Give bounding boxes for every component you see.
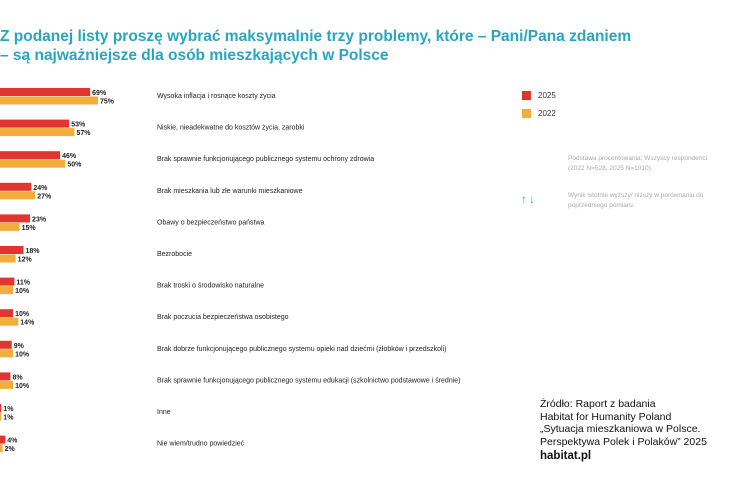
data-label-2025-3: 46% — [62, 153, 77, 161]
bar-2022-12 — [0, 444, 3, 452]
source-line-1: Źródło: Raport z badania — [540, 398, 656, 410]
legend — [522, 86, 556, 122]
source-line-2: Habitat for Humanity Poland — [540, 410, 672, 423]
category-group-7 — [0, 278, 264, 296]
category-group-1 — [0, 88, 276, 106]
category-group-3 — [0, 151, 374, 169]
bar-2025-11 — [0, 404, 1, 412]
data-label-2022-8: 14% — [20, 319, 35, 327]
significance-arrows-icon: ↑↓ — [521, 192, 537, 206]
category-label-1: Wysoka inflacja i rosnące koszty życia — [157, 93, 276, 100]
data-label-2022-6: 12% — [17, 256, 32, 264]
bar-2022-6 — [0, 255, 16, 263]
category-label-11: Inne — [157, 409, 171, 416]
bar-2022-8 — [0, 318, 18, 326]
data-label-2025-1: 69% — [92, 90, 107, 97]
data-label-2025-2: 53% — [71, 121, 86, 129]
data-label-2025-6: 18% — [25, 248, 40, 255]
source-line-4: Perspektywa Polek i Polaków” 2025 — [540, 435, 707, 448]
bar-2022-9 — [0, 349, 13, 357]
category-label-6: Bezrobocie — [157, 251, 193, 258]
bar-2025-9 — [0, 341, 12, 349]
bar-2022-11 — [0, 413, 1, 421]
category-label-12: Nie wiem/trudno powiedzieć — [157, 440, 245, 448]
data-label-2022-1: 75% — [100, 98, 115, 106]
category-group-11 — [0, 404, 171, 422]
data-label-2022-4: 27% — [37, 193, 52, 201]
bar-2022-2 — [0, 128, 74, 136]
bar-2025-2 — [0, 120, 69, 128]
data-label-2025-4: 24% — [33, 184, 48, 192]
data-label-2022-11: 1% — [3, 414, 14, 422]
category-group-10 — [0, 372, 461, 390]
legend-item-2025 — [522, 86, 556, 104]
bar-2025-10 — [0, 372, 10, 380]
bar-2022-1 — [0, 97, 98, 105]
data-label-2025-12: 4% — [7, 437, 18, 445]
source-block — [540, 398, 730, 463]
legend-label-2022: 2022 — [538, 108, 556, 118]
source-line-3: „Sytuacja mieszkaniowa w Polsce. — [540, 423, 701, 435]
category-group-5 — [0, 214, 264, 232]
category-label-3: Brak sprawnie funkcjonującego publicznego systemu ochrony zdrowia — [157, 156, 375, 164]
legend-swatch-2025 — [522, 91, 531, 100]
source-website: habitat.pl — [540, 450, 592, 462]
bar-2025-5 — [0, 214, 30, 222]
data-label-2022-12: 2% — [4, 446, 15, 454]
data-label-2025-11: 1% — [3, 406, 14, 413]
data-label-2025-8: 10% — [15, 311, 30, 319]
category-label-5: Obawy o bezpieczeństwo państwa — [157, 219, 265, 227]
bar-2022-3 — [0, 160, 65, 168]
category-group-6 — [0, 246, 192, 264]
category-group-2 — [0, 120, 305, 138]
category-label-4: Brak mieszkania lub złe warunki mieszkaniowe — [157, 187, 303, 195]
data-label-2022-5: 15% — [21, 224, 36, 232]
data-label-2022-7: 10% — [15, 288, 30, 296]
bar-2022-5 — [0, 223, 20, 231]
title-line-2: – są najważniejsze dla osób mieszkających w Polsce — [0, 47, 389, 64]
bar-2025-3 — [0, 151, 60, 159]
category-label-10: Brak sprawnie funkcjonującego publicznego systemu edukacji (szkolnictwo podstawowe i średnie) — [157, 377, 461, 385]
bar-2025-7 — [0, 278, 14, 286]
category-group-9 — [0, 341, 446, 359]
data-label-2025-9: 9% — [13, 342, 24, 350]
category-label-9: Brak dobrze funkcjonującego publicznego systemu opieki nad dziećmi (żłobków i przedszkoli) — [157, 345, 447, 353]
legend-label-2025: 2025 — [538, 90, 556, 100]
data-label-2025-7: 11% — [16, 279, 30, 287]
legend-item-2022 — [522, 104, 556, 122]
title-line-1: Z podanej listy proszę wybrać maksymalnie trzy problemy, które – Pani/Pana zdaniem — [0, 28, 632, 45]
data-label-2022-10: 10% — [15, 382, 30, 390]
bar-2022-7 — [0, 286, 13, 294]
significance-note: Wynik istotnie wyższy/ niższy w porównaniu do poprzedniego pomiaru. — [568, 192, 704, 209]
data-label-2025-10: 8% — [12, 374, 23, 382]
base-note: Podstawa procentowania: Wszyscy respondenci (2022 N=528, 2025 N=1010). — [568, 155, 708, 172]
data-label-2025-5: 23% — [32, 216, 47, 224]
category-label-8: Brak poczucia bezpieczeństwa osobistego — [157, 314, 289, 322]
bar-2022-10 — [0, 381, 13, 389]
data-label-2022-9: 10% — [15, 351, 30, 359]
data-label-2022-2: 57% — [76, 130, 91, 138]
bar-2025-1 — [0, 88, 90, 96]
data-label-2022-3: 50% — [67, 161, 82, 169]
category-group-4 — [0, 183, 303, 201]
category-group-8 — [0, 309, 289, 327]
bar-2025-8 — [0, 309, 13, 317]
bar-2025-6 — [0, 246, 24, 254]
category-label-2: Niskie, nieadekwatne do kosztów życia, zarobki — [157, 124, 305, 132]
bar-2022-4 — [0, 191, 35, 199]
legend-swatch-2022 — [522, 109, 531, 118]
category-label-7: Brak troski o środowisko naturalne — [157, 282, 264, 290]
bar-2025-12 — [0, 436, 5, 444]
bar-2025-4 — [0, 183, 31, 191]
category-group-12 — [0, 436, 245, 454]
